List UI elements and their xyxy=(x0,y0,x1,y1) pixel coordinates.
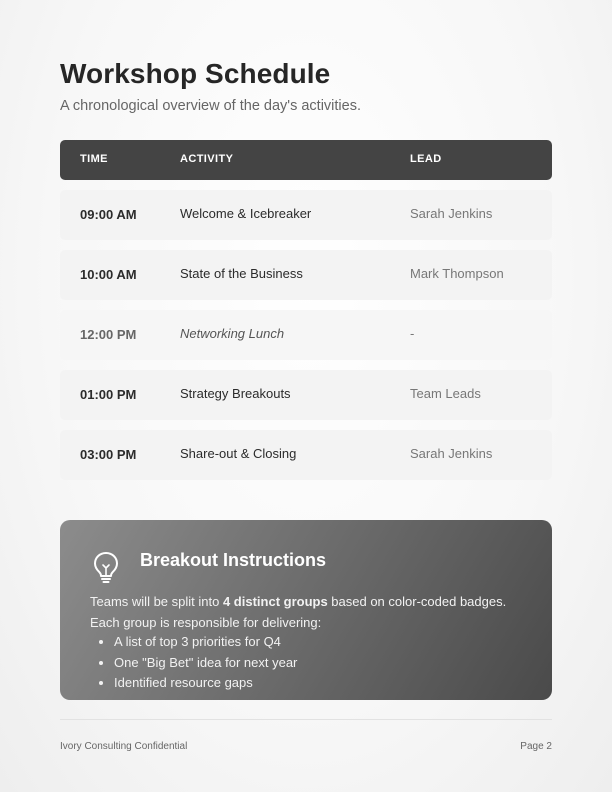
table-row xyxy=(60,190,552,240)
row-time: 12:00 PM xyxy=(80,327,137,342)
footer-divider xyxy=(60,719,552,720)
row-activity: Share-out & Closing xyxy=(180,446,297,461)
row-time: 01:00 PM xyxy=(80,387,137,402)
list-item: • A list of top 3 priorities for Q4 xyxy=(114,632,297,653)
row-activity: Networking Lunch xyxy=(180,326,285,341)
callout-emphasis: 4 distinct groups xyxy=(222,594,328,609)
column-header-activity: ACTIVITY xyxy=(180,153,234,165)
row-time: 10:00 AM xyxy=(80,267,137,282)
callout-title: Breakout Instructions xyxy=(140,550,327,570)
row-lead: Sarah Jenkins xyxy=(410,206,493,221)
breakout-instructions-callout xyxy=(60,520,552,700)
schedule-table-header xyxy=(60,140,552,180)
deliverables-list xyxy=(114,632,297,694)
footer-confidential-label: Ivory Consulting Confidential xyxy=(60,741,188,752)
column-header-time: TIME xyxy=(80,153,108,165)
row-time: 09:00 AM xyxy=(80,207,137,222)
list-item: • Identified resource gaps xyxy=(114,673,297,694)
row-time: 03:00 PM xyxy=(80,447,137,462)
table-row xyxy=(60,430,552,480)
page-subtitle: A chronological overview of the day's activities. xyxy=(60,98,361,114)
row-lead: Sarah Jenkins xyxy=(410,446,493,461)
row-activity: Strategy Breakouts xyxy=(180,386,291,401)
table-row xyxy=(60,250,552,300)
page-number: Page 2 xyxy=(520,741,552,752)
row-activity: Welcome & Icebreaker xyxy=(180,206,312,221)
callout-text: Teams will be split into xyxy=(90,594,223,609)
row-activity: State of the Business xyxy=(180,266,303,281)
callout-paragraph xyxy=(90,591,510,633)
list-item: • One "Big Bet" idea for next year xyxy=(114,653,297,674)
row-lead: Mark Thompson xyxy=(410,266,504,281)
lightbulb-icon xyxy=(90,550,122,584)
callout-text: based on color-coded badges. Each group is responsible for delivering: xyxy=(90,594,507,630)
table-row xyxy=(60,370,552,420)
table-row xyxy=(60,310,552,360)
page-title: Workshop Schedule xyxy=(60,58,331,89)
row-lead: Team Leads xyxy=(410,386,481,401)
row-lead: - xyxy=(410,326,415,341)
column-header-lead: LEAD xyxy=(410,153,442,165)
